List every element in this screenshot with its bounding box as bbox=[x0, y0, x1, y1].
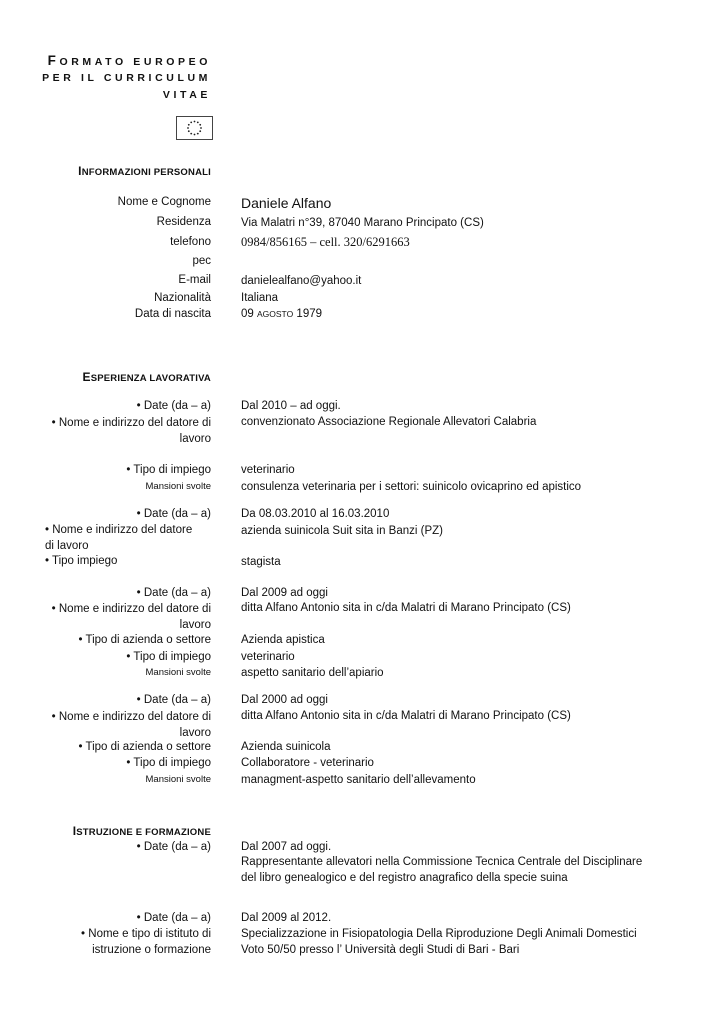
edu-institute-label: • Nome e tipo di istituto di istruzione o formazione bbox=[81, 928, 211, 956]
pec-label: pec bbox=[192, 255, 211, 267]
job-type: veterinario bbox=[241, 651, 295, 663]
edu-grade: Voto 50/50 presso l’ Università degli Studi di Bari - Bari bbox=[241, 944, 520, 956]
edu-date-label: • Date (da – a) bbox=[136, 912, 211, 924]
job-duties-label: Mansioni svolte bbox=[145, 667, 211, 678]
birth-value bbox=[241, 306, 322, 322]
full-name: Daniele Alfano bbox=[241, 195, 332, 211]
job-employer-label: • Nome e indirizzo del datore di lavoro bbox=[45, 524, 193, 552]
edu-date: Dal 2007 ad oggi. bbox=[241, 841, 332, 853]
phone-label: telefono bbox=[170, 236, 211, 248]
job-duties: managment-aspetto sanitario dell’allevamento bbox=[241, 774, 476, 786]
job-date-label: • Date (da – a) bbox=[136, 400, 211, 412]
job-type: Collaboratore - veterinario bbox=[241, 757, 374, 769]
title-rest: ORMATO EUROPEO bbox=[59, 56, 211, 68]
nationality-label: Nazionalità bbox=[154, 292, 211, 304]
job-employer-label: • Nome e indirizzo del datore di lavoro bbox=[51, 711, 211, 739]
name-label: Nome e Cognome bbox=[117, 196, 211, 208]
address-value: Via Malatri n°39, 87040 Marano Principato (CS) bbox=[241, 217, 484, 229]
birth-year: 1979 bbox=[296, 308, 323, 320]
edu-date-label: • Date (da – a) bbox=[136, 841, 211, 853]
job-sector: Azienda apistica bbox=[241, 634, 325, 646]
job-date-label: • Date (da – a) bbox=[136, 508, 211, 520]
heading-rest: NFORMAZIONI PERSONALI bbox=[81, 167, 211, 178]
job-date: Dal 2000 ad oggi bbox=[241, 694, 328, 706]
section-heading-personal bbox=[78, 164, 211, 178]
nationality-value: Italiana bbox=[241, 292, 279, 304]
birth-label: Data di nascita bbox=[134, 308, 211, 320]
section-heading-experience bbox=[82, 370, 211, 384]
eu-flag-icon bbox=[176, 116, 213, 140]
address-label: Residenza bbox=[156, 216, 211, 228]
edu-qualification: Specializzazione in Fisiopatologia Della Riproduzione Degli Animali Domestici bbox=[241, 928, 637, 940]
job-type-label: • Tipo di impiego bbox=[126, 757, 211, 769]
birth-month: AGOSTO bbox=[257, 309, 294, 319]
job-date-label: • Date (da – a) bbox=[136, 587, 211, 599]
job-date: Dal 2010 – ad oggi. bbox=[241, 400, 341, 412]
job-type-label: • Tipo di impiego bbox=[126, 651, 211, 663]
title-initial: F bbox=[47, 53, 60, 68]
job-duties-label: Mansioni svolte bbox=[145, 481, 211, 492]
job-employer-label: • Nome e indirizzo del datore di lavoro bbox=[51, 603, 211, 631]
email-label: E-mail bbox=[178, 274, 211, 286]
job-sector-label: • Tipo di azienda o settore bbox=[78, 741, 211, 753]
job-employer: convenzionato Associazione Regionale Allevatori Calabria bbox=[241, 416, 537, 428]
heading-initial: E bbox=[82, 370, 91, 384]
job-sector: Azienda suinicola bbox=[241, 741, 331, 753]
cv-title-line-3: VITAE bbox=[162, 89, 211, 101]
section-heading-education bbox=[73, 824, 211, 838]
heading-rest: STRUZIONE E FORMAZIONE bbox=[76, 827, 211, 838]
job-employer: ditta Alfano Antonio sita in c/da Malatri di Marano Principato (CS) bbox=[241, 602, 571, 614]
job-employer: ditta Alfano Antonio sita in c/da Malatri di Marano Principato (CS) bbox=[241, 710, 571, 722]
job-duties-label: Mansioni svolte bbox=[145, 774, 211, 785]
job-employer-label: • Nome e indirizzo del datore di lavoro bbox=[51, 417, 211, 445]
cv-title-line-1 bbox=[48, 53, 211, 68]
job-duties: consulenza veterinaria per i settori: suinicolo ovicaprino ed apistico bbox=[241, 481, 582, 493]
phone-value: 0984/856165 – cell. 320/6291663 bbox=[241, 235, 410, 249]
heading-initial: I bbox=[72, 824, 77, 838]
heading-initial: I bbox=[78, 164, 82, 178]
job-date: Da 08.03.2010 al 16.03.2010 bbox=[241, 508, 390, 520]
job-date-label: • Date (da – a) bbox=[136, 694, 211, 706]
job-duties: aspetto sanitario dell’apiario bbox=[241, 667, 384, 679]
birth-day: 09 bbox=[241, 308, 254, 320]
job-type: veterinario bbox=[241, 464, 295, 476]
job-sector-label: • Tipo di azienda o settore bbox=[78, 634, 211, 646]
edu-date: Dal 2009 al 2012. bbox=[241, 912, 332, 924]
job-employer: azienda suinicola Suit sita in Banzi (PZ) bbox=[241, 525, 443, 537]
job-type-label: • Tipo di impiego bbox=[126, 464, 211, 476]
job-type-label: • Tipo impiego bbox=[45, 555, 118, 567]
job-date: Dal 2009 ad oggi bbox=[241, 587, 328, 599]
email-value[interactable]: danielealfano@yahoo.it bbox=[241, 275, 362, 287]
edu-description: Rappresentante allevatori nella Commissione Tecnica Centrale del Disciplinare del libro genealogico e del registro anagrafico della specie suina bbox=[241, 856, 643, 884]
cv-title-line-2: PER IL CURRICULUM bbox=[42, 72, 211, 84]
job-type: stagista bbox=[241, 556, 281, 568]
heading-rest: SPERIENZA LAVORATIVA bbox=[90, 373, 211, 384]
